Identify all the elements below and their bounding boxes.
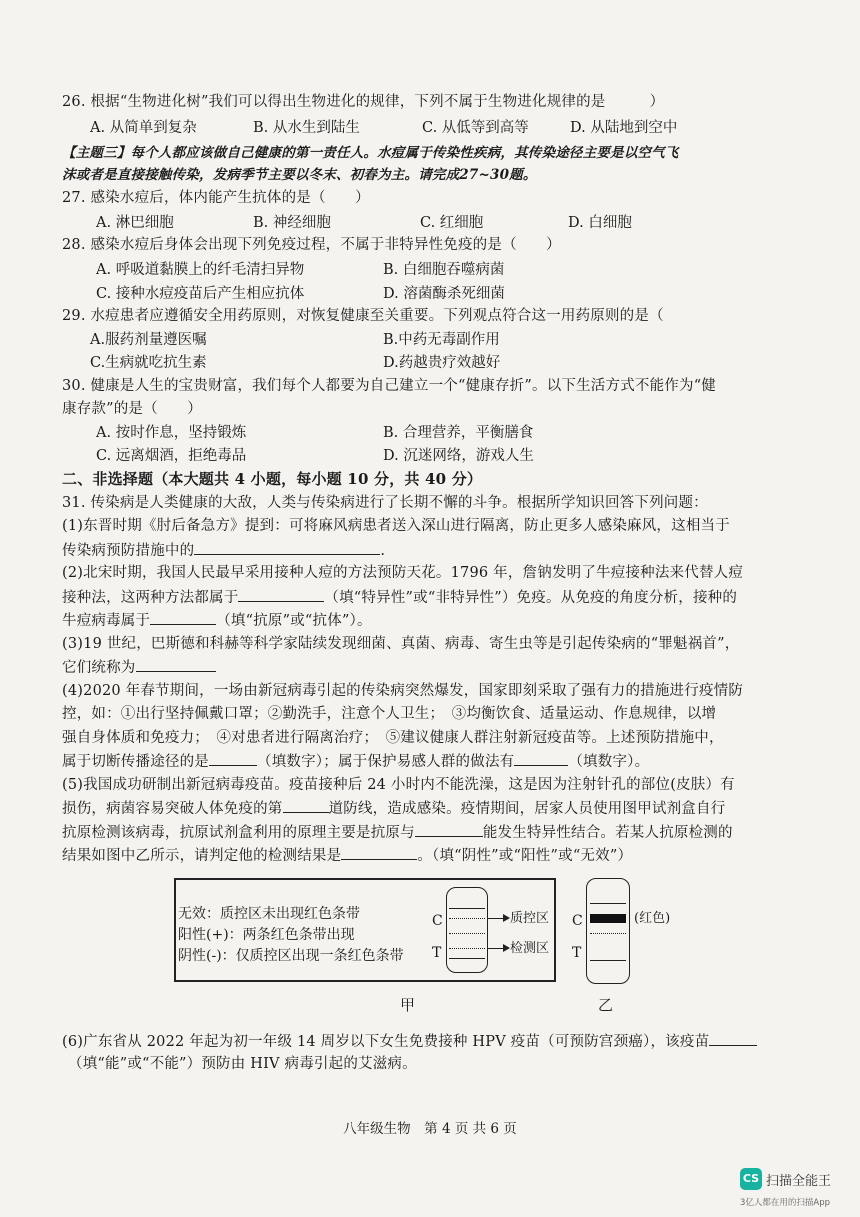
q31-part6-blank[interactable] — [709, 1031, 757, 1046]
q31-part6-line1: (6)广东省从 2022 年起为初一年级 14 周岁以下女生免费接种 HPV 疫苗（可预防宫颈癌），该疫苗 — [62, 1031, 757, 1052]
q31-part2-line2: 接种法，这两种方法都属于 （填“特异性”或“非特异性”）免疫。从免疫的角度分析，接种的 — [62, 587, 737, 608]
strip-jia-line — [449, 908, 485, 909]
legend-positive: 阳性(+)：两条红色条带出现 — [178, 927, 355, 943]
q26-stem: 26. 根据“生物进化树”我们可以得出生物进化的规律，下列不属于生物进化规律的是 ） — [62, 94, 665, 110]
q31-part3-line1: (3)19 世纪，巴斯德和科赫等科学家陆续发现细菌、真菌、病毒、寄生虫等是引起传染病的“罪魁祸首”， — [62, 636, 740, 652]
test-strip-jia — [446, 887, 488, 973]
strip-jia-line — [449, 958, 485, 959]
control-zone-label: 质控区 — [510, 911, 550, 926]
strip-jia-t-label: T — [432, 945, 442, 961]
q31-part5-blank2[interactable] — [415, 822, 483, 837]
arrow-right-icon — [488, 918, 508, 919]
q30-stem-line1: 30. 健康是人生的宝贵财富，我们每个人都要为自己建立一个“健康存折”。以下生活方式不能作为“健 — [62, 378, 717, 394]
q28-option-a: A. 呼吸道黏膜上的纤毛清扫异物 — [96, 262, 305, 278]
strip-jia-control-band — [449, 918, 485, 919]
strip-yi-t-label: T — [572, 945, 582, 961]
q31-part5-line3: 抗原检测该病毒，抗原试剂盒利用的原理主要是抗原与 能发生特异性结合。若某人抗原检测的 — [62, 822, 733, 843]
q31-part4-line1: (4)2020 年春节期间，一场由新冠病毒引起的传染病突然爆发，国家即刻采取了强有力的措施进行疫情防 — [62, 683, 744, 699]
q29-option-a: A.服药剂量遵医嘱 — [90, 332, 207, 348]
figure-yi-caption: 乙 — [598, 996, 614, 1014]
q28-stem: 28. 感染水痘后身体会出现下列免疫过程，不属于非特异性免疫的是（ ） — [62, 237, 561, 253]
q26-option-c: C. 从低等到高等 — [422, 120, 529, 136]
q27-option-c: C. 红细胞 — [420, 215, 484, 231]
q31-part1-line1: (1)东晋时期《肘后备急方》提到：可将麻风病患者送入深山进行隔离，防止更多人感染麻风，这相当于 — [62, 518, 730, 534]
page-footer: 八年级生物 第 4 页 共 6 页 — [343, 1121, 517, 1137]
q27-option-a: A. 淋巴细胞 — [96, 215, 174, 231]
figure-jia-caption: 甲 — [400, 996, 416, 1014]
q31-part4-line2: 控，如：①出行坚持佩戴口罩；②勤洗手，注意个人卫生； ③均衡饮食、适量运动、作息规律，以增 — [62, 706, 717, 722]
strip-yi-line — [590, 903, 626, 904]
q30-option-c: C. 远离烟酒，拒绝毒品 — [96, 448, 247, 464]
q30-option-a: A. 按时作息，坚持锻炼 — [96, 425, 247, 441]
q31-part5-line4: 结果如图中乙所示，请判定他的检测结果是 。（填“阴性”或“阳性”或“无效”） — [62, 845, 632, 866]
q31-part4-line4: 属于切断传播途径的是 （填数字）；属于保护易感人群的做法有 （填数字）。 — [62, 751, 649, 772]
q31-part4-line3: 强自身体质和免疫力； ④对患者进行隔离治疗； ⑤建议健康人群注射新冠疫苗等。上述预防措施中， — [62, 730, 724, 746]
strip-yi-dotted-line — [590, 933, 626, 934]
q27-option-d: D. 白细胞 — [568, 215, 632, 231]
arrow-right-icon — [488, 948, 508, 949]
q31-part1-blank[interactable] — [194, 540, 380, 555]
q31-part2-line1: (2)北宋时期，我国人民最早采用接种人痘的方法预防天花。1796 年，詹钠发明了牛痘接种法来代替人痘 — [62, 565, 744, 581]
q29-option-d: D.药越贵疗效越好 — [383, 355, 501, 371]
q28-option-c: C. 接种水痘疫苗后产生相应抗体 — [96, 286, 305, 302]
q31-part6-line2: （填“能”或“不能”）预防由 HIV 病毒引起的艾滋病。 — [68, 1056, 417, 1072]
section2-heading: 二、非选择题（本大题共 4 小题，每小题 10 分，共 40 分） — [62, 470, 483, 488]
q26-option-a: A. 从简单到复杂 — [90, 120, 197, 136]
q28-option-d: D. 溶菌酶杀死细菌 — [383, 286, 505, 302]
test-strip-yi — [586, 878, 630, 984]
q31-part3-line2: 它们统称为 — [62, 657, 216, 678]
legend-invalid: 无效：质控区未出现红色条带 — [178, 906, 360, 922]
theme3-line1: 【主题三】每个人都应该做自己健康的第一责任人。水痘属于传染性疾病，其传染途径主要是以空气飞 — [62, 145, 679, 161]
watermark-subtitle: 3亿人都在用的扫描App — [740, 1198, 831, 1208]
q31-part5-blank1[interactable] — [283, 798, 329, 813]
detection-zone-label: 检测区 — [510, 941, 550, 956]
q27-option-b: B. 神经细胞 — [253, 215, 331, 231]
q29-option-b: B.中药无毒副作用 — [383, 332, 500, 348]
legend-negative: 阴性(-)：仅质控区出现一条红色条带 — [178, 948, 404, 964]
strip-yi-control-band — [590, 914, 626, 923]
q28-option-b: B. 白细胞吞噬病菌 — [383, 262, 505, 278]
watermark-name: 扫描全能王 — [766, 1174, 832, 1189]
red-band-label: (红色) — [634, 911, 671, 926]
q31-part2-line3: 牛痘病毒属于 （填“抗原”或“抗体”）。 — [62, 610, 372, 631]
q27-stem: 27. 感染水痘后，体内能产生抗体的是（ ） — [62, 190, 370, 206]
q29-stem: 29. 水痘患者应遵循安全用药原则，对恢复健康至关重要。下列观点符合这一用药原则的是（ — [62, 308, 664, 324]
q31-part4-blank1[interactable] — [209, 751, 257, 766]
strip-yi-line — [590, 960, 626, 961]
q30-option-b: B. 合理营养，平衡膳食 — [383, 425, 534, 441]
q31-part3-blank[interactable] — [136, 657, 216, 672]
q31-part5-line1: (5)我国成功研制出新冠病毒疫苗。疫苗接种后 24 小时内不能洗澡，这是因为注射针孔的部位(皮肤）有 — [62, 777, 735, 793]
camscanner-logo-icon: CS — [740, 1168, 762, 1190]
q29-option-c: C.生病就吃抗生素 — [90, 355, 207, 371]
q31-part2-blank1[interactable] — [238, 587, 324, 602]
q30-stem-line2: 康存款”的是（ ） — [62, 401, 202, 417]
q31-intro: 31. 传染病是人类健康的大敌，人类与传染病进行了长期不懈的斗争。根据所学知识回答下列问题： — [62, 495, 708, 511]
q31-part5-blank3[interactable] — [341, 845, 417, 860]
q31-part4-blank2[interactable] — [514, 751, 568, 766]
q31-part5-line2: 损伤，病菌容易突破人体免疫的第 道防线，造成感染。疫情期间，居家人员使用图甲试剂盒自行 — [62, 798, 725, 819]
q26-option-d: D. 从陆地到空中 — [570, 120, 678, 136]
strip-jia-c-label: C — [432, 913, 443, 929]
q31-part2-blank2[interactable] — [150, 610, 216, 625]
theme3-line2: 沫或者是直接接触传染，发病季节主要以冬末、初春为主。请完成27~30题。 — [62, 167, 537, 183]
strip-yi-c-label: C — [572, 913, 583, 929]
strip-jia-dotted-line — [449, 933, 485, 934]
q30-option-d: D. 沉迷网络，游戏人生 — [383, 448, 534, 464]
q31-part1-line2: 传染病预防措施中的 . — [62, 540, 385, 561]
q26-option-b: B. 从水生到陆生 — [253, 120, 360, 136]
strip-jia-test-band — [449, 948, 485, 949]
